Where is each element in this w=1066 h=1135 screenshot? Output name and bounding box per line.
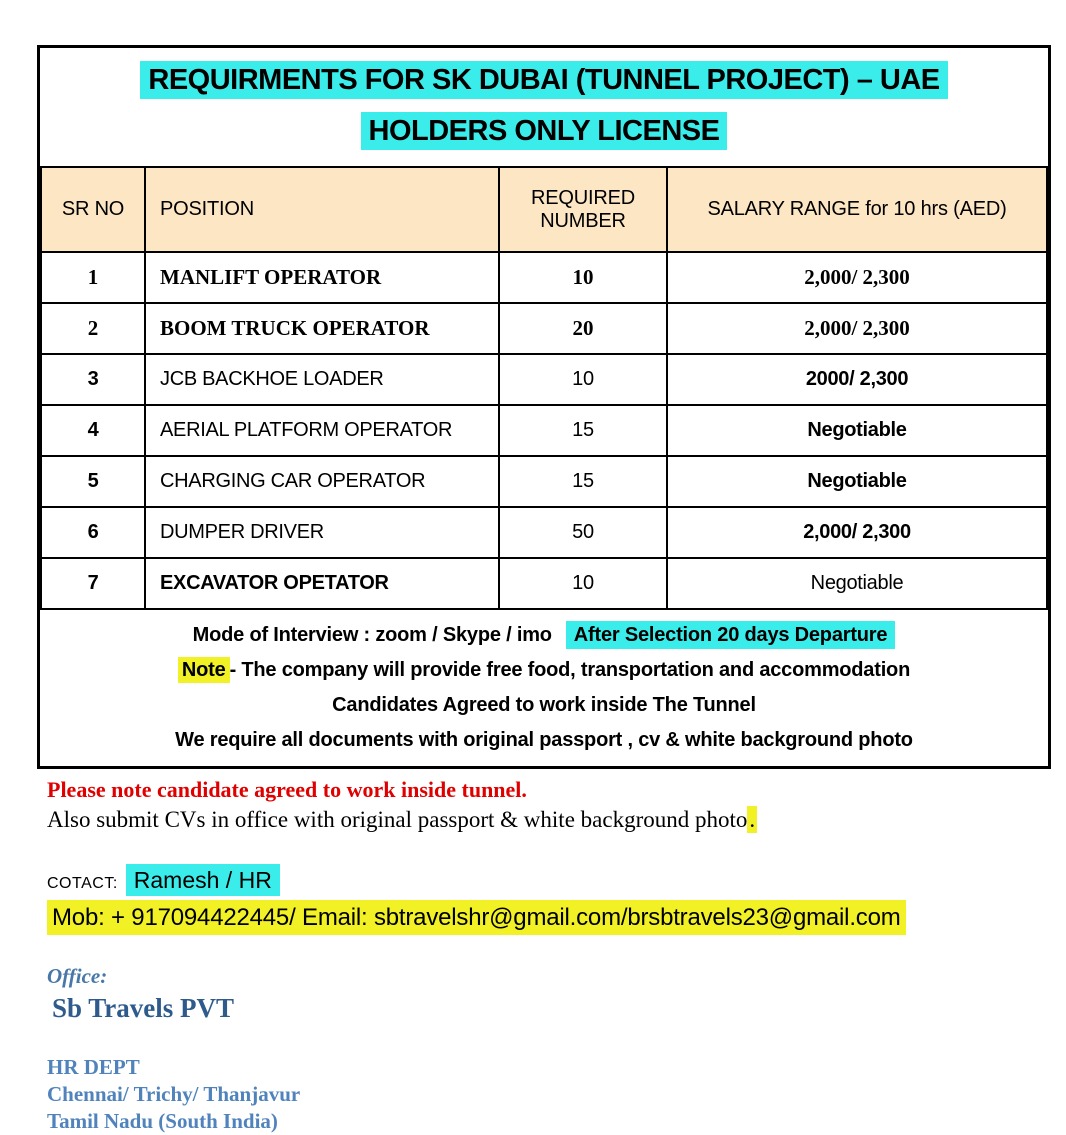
document-title <box>40 48 1048 166</box>
contact-person-highlight: Ramesh / HR <box>126 864 280 896</box>
office-block <box>47 964 1066 1024</box>
position-cell: AERIAL PLATFORM OPERATOR <box>145 405 499 456</box>
interview-mode-line <box>50 624 1038 647</box>
table-body <box>41 252 1047 609</box>
tunnel-agreement-line: Candidates Agreed to work inside The Tunnel <box>332 694 756 716</box>
position-cell: DUMPER DRIVER <box>145 507 499 558</box>
position-cell: MANLIFT OPERATOR <box>145 252 499 303</box>
table-row <box>41 558 1047 609</box>
hr-department-block <box>47 1054 1066 1135</box>
sr-cell: 5 <box>41 456 145 507</box>
required-cell: 10 <box>499 354 667 405</box>
header-required-line1: REQUIRED <box>531 186 635 209</box>
office-label: Office: <box>47 964 108 988</box>
header-position: POSITION <box>145 167 499 252</box>
note-label-highlight: Note <box>178 657 230 683</box>
table-row <box>41 456 1047 507</box>
sr-cell: 1 <box>41 252 145 303</box>
salary-cell: 2000/ 2,300 <box>667 354 1047 405</box>
required-cell: 50 <box>499 507 667 558</box>
position-cell: JCB BACKHOE LOADER <box>145 354 499 405</box>
sr-cell: 6 <box>41 507 145 558</box>
header-salary-range: SALARY RANGE for 10 hrs (AED) <box>667 167 1047 252</box>
required-cell: 15 <box>499 456 667 507</box>
interview-mode-text: Mode of Interview : zoom / Skype / imo <box>192 624 552 646</box>
submit-cv-text: Also submit CVs in office with original passport & white background photo <box>47 807 748 832</box>
header-required-line2: NUMBER <box>540 209 626 232</box>
table-footer-notes <box>40 610 1048 766</box>
period-highlight: . <box>749 807 756 832</box>
contact-label: COTACT: <box>47 875 118 892</box>
salary-cell: 2,000/ 2,300 <box>667 303 1047 354</box>
submit-cv-note <box>47 807 1066 833</box>
cities-line: Chennai/ Trichy/ Thanjavur <box>47 1082 301 1106</box>
required-cell: 15 <box>499 405 667 456</box>
company-provides-line <box>50 659 1038 682</box>
below-table-section <box>47 777 1066 1135</box>
table-row <box>41 405 1047 456</box>
position-cell: BOOM TRUCK OPERATOR <box>145 303 499 354</box>
salary-cell: 2,000/ 2,300 <box>667 252 1047 303</box>
sr-cell: 4 <box>41 405 145 456</box>
salary-cell: Negotiable <box>667 405 1047 456</box>
table-header <box>41 167 1047 252</box>
tunnel-warning-note: Please note candidate agreed to work inside tunnel. <box>47 777 527 802</box>
position-cell: EXCAVATOR OPETATOR <box>145 558 499 609</box>
table-row <box>41 303 1047 354</box>
required-cell: 20 <box>499 303 667 354</box>
title-line-2-text: HOLDERS ONLY LICENSE <box>361 112 728 150</box>
sr-cell: 2 <box>41 303 145 354</box>
contact-row <box>47 867 1066 894</box>
departure-highlight: After Selection 20 days Departure <box>566 621 896 649</box>
mobile-email-highlight: Mob: + 917094422445/ Email: sbtravelshr@gmail.com/brsbtravels23@gmail.com <box>47 900 906 935</box>
salary-cell: Negotiable <box>667 456 1047 507</box>
sr-cell: 7 <box>41 558 145 609</box>
header-sr-no: SR NO <box>41 167 145 252</box>
table-row <box>41 507 1047 558</box>
position-cell: CHARGING CAR OPERATOR <box>145 456 499 507</box>
title-line-1-text: REQUIRMENTS FOR SK DUBAI (TUNNEL PROJECT) – UAE <box>140 61 947 99</box>
required-cell: 10 <box>499 558 667 609</box>
positions-table <box>40 166 1048 610</box>
header-row <box>41 167 1047 252</box>
title-line-1 <box>40 57 1048 108</box>
header-required-number <box>499 167 667 252</box>
table-row <box>41 354 1047 405</box>
state-line: Tamil Nadu (South India) <box>47 1109 278 1133</box>
company-name: Sb Travels PVT <box>52 993 235 1023</box>
required-cell: 10 <box>499 252 667 303</box>
hr-dept-line: HR DEPT <box>47 1055 140 1079</box>
salary-cell: 2,000/ 2,300 <box>667 507 1047 558</box>
title-line-2 <box>40 108 1048 159</box>
table-row <box>41 252 1047 303</box>
sr-cell: 3 <box>41 354 145 405</box>
documents-required-line: We require all documents with original passport , cv & white background photo <box>175 729 913 751</box>
salary-cell: Negotiable <box>667 558 1047 609</box>
mobile-email-line <box>47 904 1066 932</box>
requirements-box <box>37 45 1051 769</box>
company-provides-text: - The company will provide free food, transportation and accommodation <box>229 659 911 681</box>
